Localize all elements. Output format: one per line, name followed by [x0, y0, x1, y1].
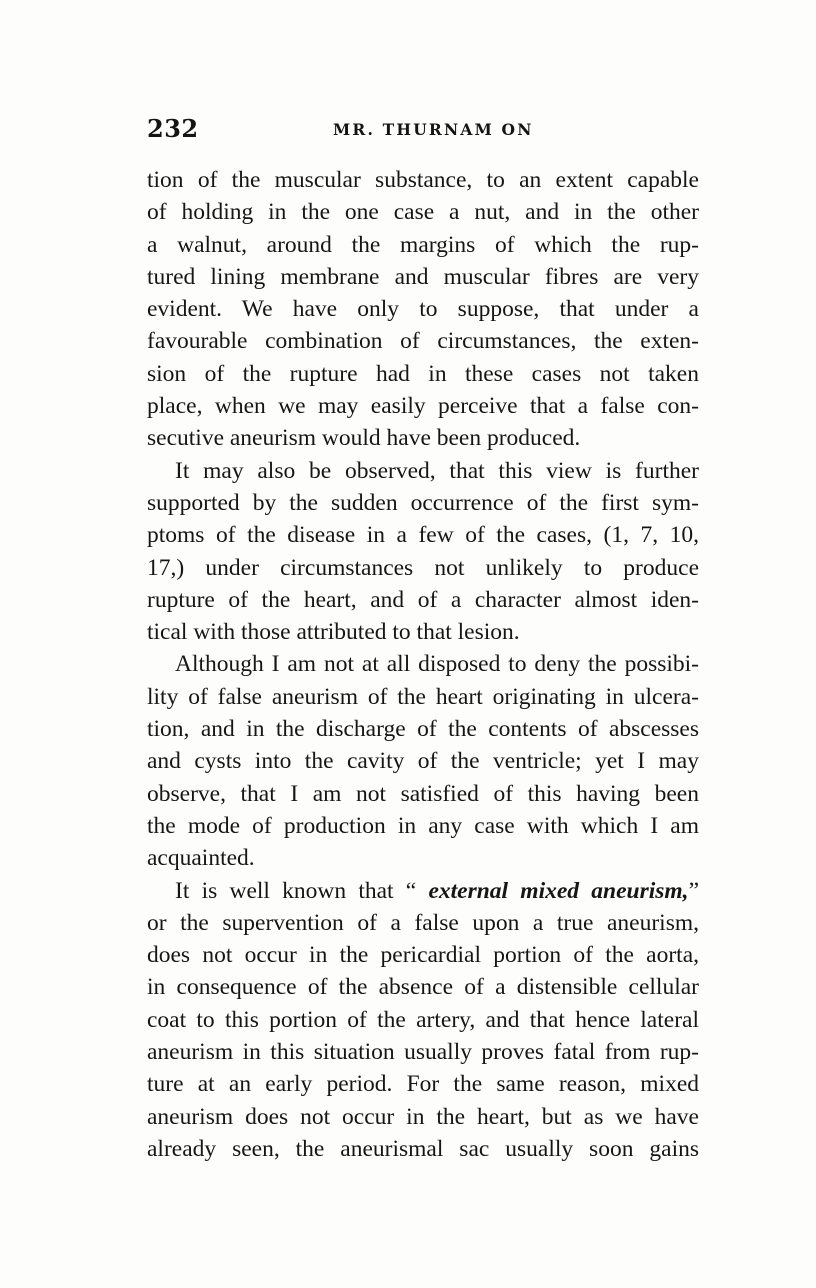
text-line: place, when we may easily perceive that a false con- [147, 393, 699, 420]
italic-phrase: external mixed aneurism, [428, 877, 689, 904]
text-line: ptoms of the disease in a few of the cases, (1, 7, 10, [147, 522, 699, 549]
text-line: tion, and in the discharge of the contents of abscesses [147, 716, 699, 743]
text-line: a walnut, around the margins of which the rup- [147, 231, 699, 258]
text-line: does not occur in the pericardial portion of the aorta, [147, 942, 699, 969]
text-segment: ” [688, 877, 699, 904]
page-header [147, 114, 699, 144]
text-line: already seen, the aneurismal sac usually soon gains [147, 1135, 699, 1162]
text-line: aneurism in this situation usually proves fatal from rup- [147, 1039, 699, 1066]
text-line: sion of the rupture had in these cases not taken [147, 360, 699, 387]
text-line: supported by the sudden occurrence of the first sym- [147, 489, 699, 516]
text-line: secutive aneurism would have been produced. [147, 425, 581, 452]
text-line: It may also be observed, that this view is further [175, 457, 699, 484]
text-line: of holding in the one case a nut, and in the other [147, 199, 699, 226]
text-line: favourable combination of circumstances, the exten- [147, 328, 699, 355]
text-line: evident. We have only to suppose, that under a [147, 296, 699, 323]
paragraph-3 [147, 648, 699, 874]
paragraph-1 [147, 164, 699, 455]
text-line: lity of false aneurism of the heart originating in ulcera- [147, 683, 699, 710]
text-line: tical with those attributed to that lesion. [147, 619, 520, 646]
text-line: or the supervention of a false upon a true aneurism, [147, 909, 699, 936]
paragraph-2 [147, 455, 699, 649]
text-line: ture at an early period. For the same reason, mixed [147, 1071, 699, 1098]
text-line: Although I am not at all disposed to deny the possibi- [175, 651, 699, 678]
text-line: tured lining membrane and muscular fibres are very [147, 263, 699, 290]
running-head: MR. THURNAM ON [333, 120, 534, 139]
text-line: observe, that I am not satisfied of this having been [147, 780, 699, 807]
page-number: 232 [147, 114, 199, 143]
paragraph-4 [147, 875, 699, 1166]
text-line: aneurism does not occur in the heart, but as we have [147, 1103, 699, 1130]
text-line: in consequence of the absence of a distensible cellular [147, 974, 699, 1001]
text-segment: It is well known that “ [175, 877, 429, 904]
text-line: coat to this portion of the artery, and that hence lateral [147, 1006, 699, 1033]
text-line: rupture of the heart, and of a character almost iden- [147, 586, 699, 613]
text-line: the mode of production in any case with which I am [147, 812, 699, 839]
body-text [147, 164, 699, 1165]
text-line: 17,) under circumstances not unlikely to produce [147, 554, 699, 581]
text-line: acquainted. [147, 845, 255, 872]
text-line: tion of the muscular substance, to an extent capable [147, 167, 699, 193]
text-line: and cysts into the cavity of the ventricle; yet I may [147, 748, 699, 775]
text-line [147, 875, 699, 907]
